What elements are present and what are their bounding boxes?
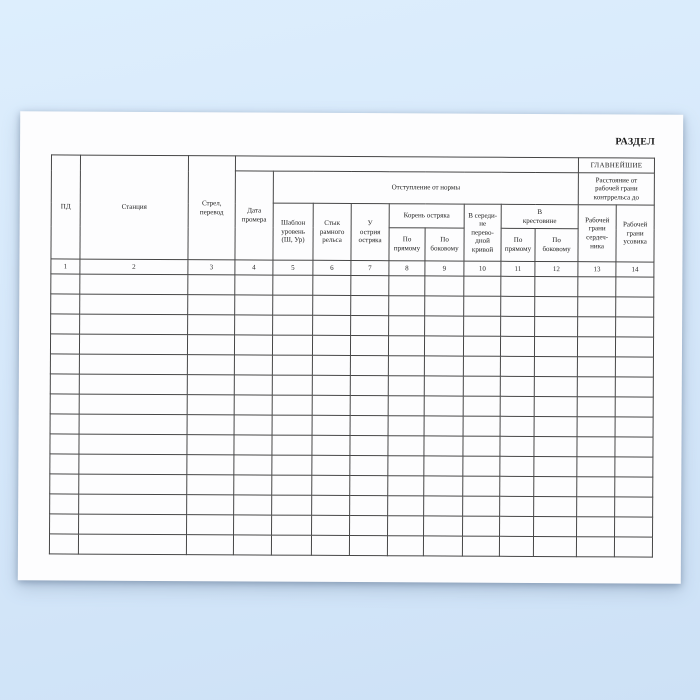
empty-form-cell	[425, 296, 464, 316]
empty-form-cell	[187, 415, 234, 435]
empty-form-cell	[350, 395, 388, 415]
empty-form-cell	[534, 516, 577, 536]
empty-form-cell	[616, 277, 654, 297]
empty-form-cell	[424, 496, 463, 516]
empty-form-cell	[615, 397, 653, 417]
empty-form-cell	[312, 415, 350, 435]
switch-inspection-form-table	[49, 154, 655, 557]
empty-form-cell	[187, 335, 234, 355]
empty-form-cell	[234, 435, 272, 455]
empty-form-cell	[312, 515, 350, 535]
empty-form-cell	[49, 534, 78, 554]
empty-form-cell	[187, 375, 234, 395]
header-wing-face: Рабочей грани усовика	[616, 205, 654, 262]
empty-form-cell	[350, 495, 388, 515]
empty-form-cell	[313, 315, 351, 335]
empty-form-cell	[464, 316, 501, 336]
empty-form-cell	[79, 374, 187, 395]
header-measure-date: Дата промера	[235, 171, 273, 260]
empty-form-cell	[50, 474, 79, 494]
empty-form-cell	[50, 354, 79, 374]
empty-form-cell	[188, 315, 235, 335]
empty-form-cell	[351, 296, 389, 316]
empty-form-cell	[235, 315, 273, 335]
empty-form-cell	[614, 537, 652, 557]
empty-form-cell	[350, 455, 388, 475]
empty-form-cell	[425, 276, 464, 296]
empty-form-cell	[389, 316, 425, 336]
table-row	[49, 534, 652, 557]
empty-form-cell	[577, 497, 615, 517]
empty-form-cell	[424, 376, 463, 396]
column-number: 6	[313, 260, 351, 275]
empty-form-cell	[50, 334, 79, 354]
empty-form-cell	[500, 456, 534, 476]
empty-form-cell	[615, 457, 653, 477]
empty-form-cell	[424, 436, 463, 456]
empty-form-cell	[388, 356, 424, 376]
empty-form-cell	[79, 434, 187, 455]
empty-form-cell	[463, 336, 500, 356]
empty-form-cell	[388, 456, 424, 476]
empty-form-cell	[423, 536, 462, 556]
empty-form-cell	[425, 316, 464, 336]
empty-form-cell	[577, 377, 615, 397]
empty-form-cell	[534, 476, 577, 496]
empty-form-cell	[463, 396, 500, 416]
empty-form-cell	[463, 376, 500, 396]
empty-form-cell	[500, 436, 534, 456]
empty-form-cell	[615, 517, 653, 537]
empty-form-cell	[272, 395, 312, 415]
empty-form-cell	[312, 495, 350, 515]
empty-form-cell	[350, 475, 388, 495]
empty-form-cell	[424, 336, 463, 356]
empty-form-cell	[272, 375, 312, 395]
empty-form-cell	[578, 317, 616, 337]
empty-form-cell	[534, 496, 577, 516]
empty-form-cell	[50, 394, 79, 414]
empty-form-cell	[271, 535, 311, 555]
header-row-banner	[51, 155, 654, 173]
empty-form-cell	[535, 276, 578, 296]
empty-form-cell	[615, 477, 653, 497]
column-number: 4	[235, 260, 273, 275]
empty-form-cell	[188, 295, 235, 315]
empty-form-cell	[312, 355, 350, 375]
empty-form-cell	[273, 275, 313, 295]
empty-form-cell	[388, 476, 424, 496]
column-number: 1	[51, 259, 80, 274]
column-number: 8	[389, 261, 425, 276]
empty-form-cell	[351, 316, 389, 336]
empty-form-cell	[234, 515, 272, 535]
empty-form-cell	[234, 355, 272, 375]
empty-form-cell	[534, 436, 577, 456]
empty-form-cell	[463, 416, 500, 436]
empty-form-cell	[350, 375, 388, 395]
empty-form-cell	[50, 414, 79, 434]
empty-form-cell	[273, 315, 313, 335]
empty-form-cell	[578, 277, 616, 297]
header-group-frog: В крестовине	[501, 204, 578, 228]
empty-form-cell	[500, 356, 534, 376]
empty-form-cell	[233, 535, 271, 555]
header-top-spacer-cell	[235, 156, 578, 173]
empty-form-cell	[424, 456, 463, 476]
empty-form-cell	[463, 476, 500, 496]
empty-form-cell	[50, 374, 79, 394]
empty-form-cell	[350, 515, 388, 535]
empty-form-cell	[273, 295, 313, 315]
empty-form-cell	[79, 454, 187, 475]
table-header	[51, 155, 655, 277]
empty-form-cell	[577, 477, 615, 497]
empty-form-cell	[312, 435, 350, 455]
empty-form-cell	[50, 514, 79, 534]
empty-form-cell	[312, 455, 350, 475]
column-number: 14	[616, 262, 654, 277]
empty-form-cell	[234, 395, 272, 415]
empty-form-cell	[187, 355, 234, 375]
empty-form-cell	[534, 336, 577, 356]
empty-form-cell	[79, 334, 187, 355]
column-number: 10	[464, 261, 501, 276]
empty-form-cell	[500, 396, 534, 416]
column-number: 13	[578, 262, 616, 277]
empty-form-cell	[500, 496, 534, 516]
empty-form-cell	[578, 337, 616, 357]
header-station: Станция	[80, 155, 189, 260]
empty-form-cell	[235, 275, 273, 295]
table-body	[49, 274, 654, 557]
empty-form-cell	[577, 397, 615, 417]
empty-form-cell	[576, 537, 614, 557]
empty-form-cell	[234, 495, 272, 515]
empty-form-cell	[388, 336, 424, 356]
header-root-straight: По прямому	[389, 228, 425, 261]
empty-form-cell	[51, 294, 80, 314]
empty-form-cell	[187, 395, 234, 415]
empty-form-cell	[500, 476, 534, 496]
empty-form-cell	[615, 497, 653, 517]
empty-form-cell	[534, 416, 577, 436]
empty-form-cell	[272, 475, 312, 495]
empty-form-cell	[463, 356, 500, 376]
empty-form-cell	[187, 435, 234, 455]
empty-form-cell	[79, 354, 187, 375]
empty-form-cell	[50, 434, 79, 454]
empty-form-cell	[350, 435, 388, 455]
empty-form-cell	[534, 396, 577, 416]
empty-form-cell	[80, 274, 188, 295]
empty-form-cell	[235, 295, 273, 315]
empty-form-cell	[350, 355, 388, 375]
empty-form-cell	[615, 357, 653, 377]
empty-form-cell	[462, 536, 499, 556]
empty-form-cell	[51, 274, 80, 294]
empty-form-cell	[464, 276, 501, 296]
empty-form-cell	[272, 415, 312, 435]
empty-form-cell	[388, 436, 424, 456]
empty-form-cell	[388, 376, 424, 396]
empty-form-cell	[188, 275, 235, 295]
header-banner: ГЛАВНЕЙШИЕ	[578, 158, 654, 173]
header-group-point-root: Корень остряка	[389, 204, 464, 228]
empty-form-cell	[616, 297, 654, 317]
header-template-level: Шаблон уровень (Ш, Ур)	[273, 203, 313, 260]
empty-form-cell	[389, 276, 425, 296]
empty-form-cell	[388, 516, 424, 536]
empty-form-cell	[424, 416, 463, 436]
header-translation-curve: В середи- не перево- дной кривой	[464, 204, 501, 261]
empty-form-cell	[311, 535, 349, 555]
empty-form-cell	[312, 395, 350, 415]
empty-form-cell	[463, 456, 500, 476]
empty-form-cell	[616, 337, 654, 357]
empty-form-cell	[464, 296, 501, 316]
empty-form-cell	[312, 335, 350, 355]
empty-form-cell	[578, 297, 616, 317]
empty-form-cell	[577, 517, 615, 537]
header-pd: ПД	[51, 155, 81, 259]
empty-form-cell	[388, 496, 424, 516]
empty-form-cell	[577, 417, 615, 437]
empty-form-cell	[350, 415, 388, 435]
empty-form-cell	[500, 516, 534, 536]
empty-form-cell	[500, 416, 534, 436]
empty-form-cell	[272, 355, 312, 375]
empty-form-cell	[499, 536, 533, 556]
empty-form-cell	[501, 276, 535, 296]
empty-form-cell	[312, 375, 350, 395]
empty-form-cell	[272, 455, 312, 475]
empty-form-cell	[388, 396, 424, 416]
section-title: РАЗДЕЛ	[615, 136, 656, 148]
empty-form-cell	[79, 474, 187, 495]
empty-form-cell	[577, 437, 615, 457]
empty-form-cell	[424, 396, 463, 416]
empty-form-cell	[187, 475, 234, 495]
empty-form-cell	[533, 536, 576, 556]
empty-form-cell	[80, 314, 188, 335]
header-group-deviation: Отступление от нормы	[273, 171, 578, 205]
empty-form-cell	[78, 534, 186, 555]
empty-form-cell	[272, 435, 312, 455]
empty-form-cell	[500, 336, 534, 356]
empty-form-cell	[616, 317, 654, 337]
empty-form-cell	[50, 494, 79, 514]
column-number: 3	[188, 260, 235, 275]
empty-form-cell	[387, 536, 423, 556]
header-core-face: Рабочей грани сердеч- ника	[578, 205, 616, 262]
column-number: 7	[351, 261, 389, 276]
empty-form-cell	[234, 415, 272, 435]
empty-form-cell	[535, 296, 578, 316]
empty-form-cell	[51, 314, 80, 334]
empty-form-cell	[50, 454, 79, 474]
empty-form-cell	[424, 516, 463, 536]
empty-form-cell	[79, 414, 187, 435]
column-number: 2	[80, 259, 188, 275]
empty-form-cell	[463, 496, 500, 516]
column-number: 9	[425, 261, 464, 276]
empty-form-cell	[272, 495, 312, 515]
empty-form-cell	[535, 316, 578, 336]
empty-form-cell	[389, 296, 425, 316]
empty-form-cell	[424, 476, 463, 496]
header-frog-straight: По прямому	[501, 228, 535, 261]
header-group-distance: Расстояние от рабочей грани контррельса до	[578, 173, 654, 205]
empty-form-cell	[234, 335, 272, 355]
column-number: 5	[273, 260, 313, 275]
empty-form-cell	[577, 457, 615, 477]
header-switch: Стрел, перевод	[188, 156, 236, 260]
empty-form-cell	[79, 494, 187, 515]
empty-form-cell	[187, 455, 234, 475]
empty-form-cell	[234, 375, 272, 395]
empty-form-cell	[79, 394, 187, 415]
empty-form-cell	[534, 356, 577, 376]
empty-form-cell	[187, 515, 234, 535]
empty-form-cell	[388, 416, 424, 436]
empty-form-cell	[615, 437, 653, 457]
empty-form-cell	[500, 376, 534, 396]
column-number: 12	[535, 261, 578, 276]
empty-form-cell	[534, 456, 577, 476]
empty-form-cell	[501, 296, 535, 316]
empty-form-cell	[463, 436, 500, 456]
empty-form-cell	[272, 335, 312, 355]
empty-form-cell	[234, 475, 272, 495]
empty-form-cell	[615, 377, 653, 397]
header-frog-side: По боковому	[535, 228, 578, 261]
empty-form-cell	[312, 475, 350, 495]
empty-form-cell	[501, 316, 535, 336]
empty-form-cell	[186, 535, 233, 555]
empty-form-cell	[313, 295, 351, 315]
empty-form-cell	[577, 357, 615, 377]
empty-form-cell	[272, 515, 312, 535]
empty-form-cell	[79, 514, 187, 535]
header-point-tip: У острия остряка	[351, 204, 389, 261]
empty-form-cell	[534, 376, 577, 396]
column-number: 11	[501, 261, 535, 276]
empty-form-cell	[463, 516, 500, 536]
empty-form-cell	[234, 455, 272, 475]
empty-form-cell	[615, 417, 653, 437]
empty-form-cell	[350, 336, 388, 356]
header-root-side: По боковому	[425, 228, 464, 261]
paper-sheet	[18, 111, 683, 583]
empty-form-cell	[351, 276, 389, 296]
empty-form-cell	[187, 495, 234, 515]
empty-form-cell	[313, 275, 351, 295]
empty-form-cell	[349, 535, 387, 555]
empty-form-cell	[424, 356, 463, 376]
empty-form-cell	[80, 294, 188, 315]
header-frame-rail-joint: Стык рамного рельса	[313, 203, 351, 260]
